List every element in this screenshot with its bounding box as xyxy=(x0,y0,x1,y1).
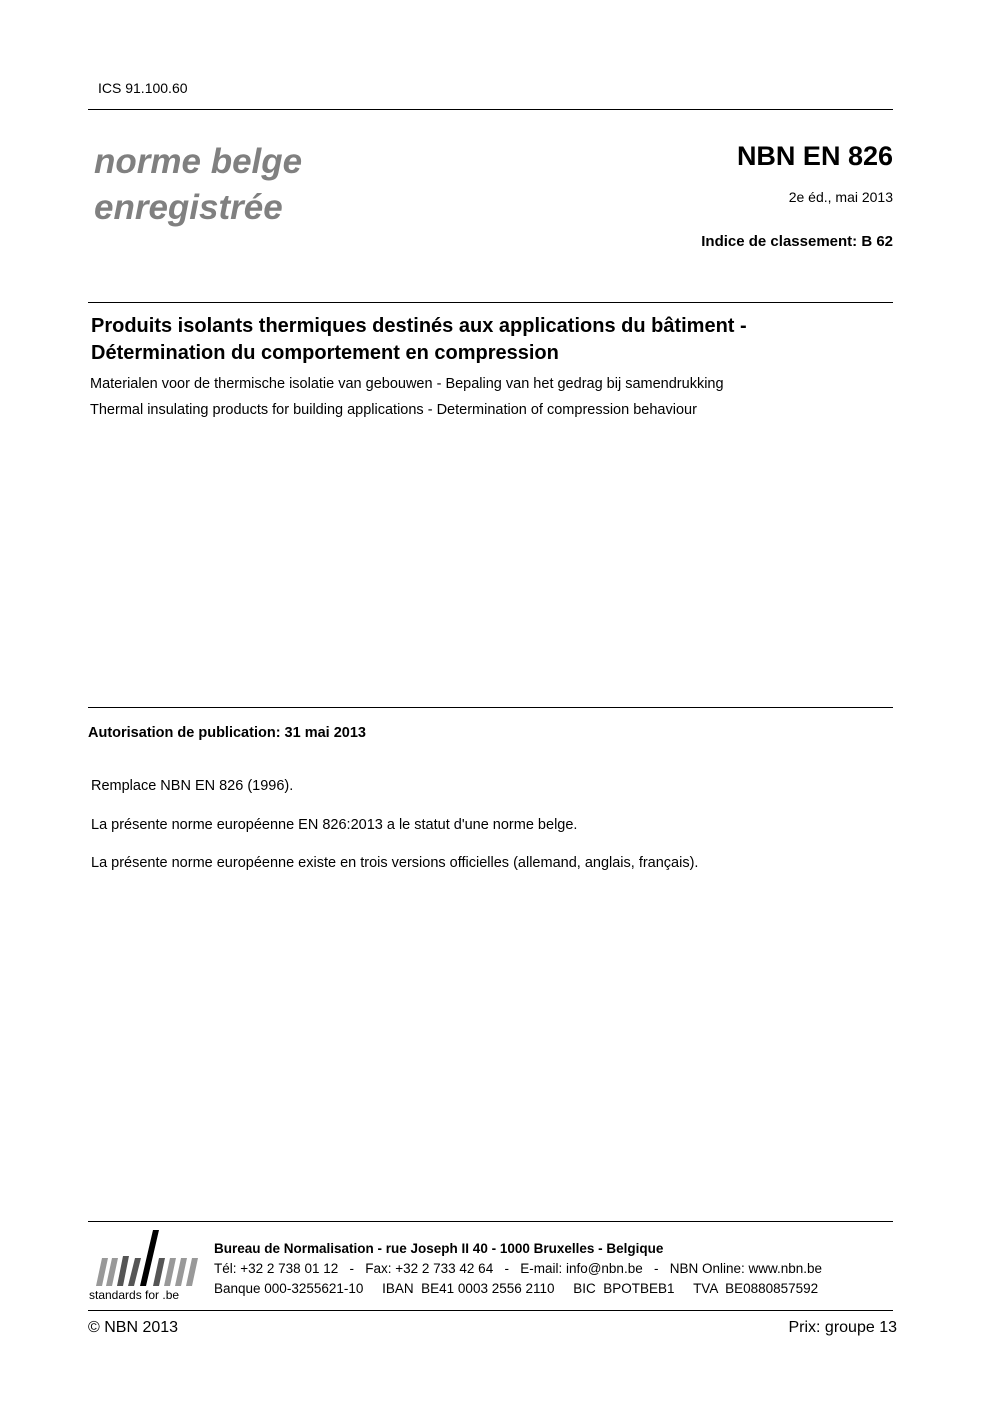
nbn-logo xyxy=(86,1228,201,1304)
footer-address: Bureau de Normalisation - rue Joseph II 40 - 1000 Bruxelles - Belgique xyxy=(214,1241,664,1256)
footer-bank: Banque 000-3255621-10 IBAN BE41 0003 2556 2110 BIC BPOTBEB1 TVA BE0880857592 xyxy=(214,1281,819,1296)
title-nl: Materialen voor de thermische isolatie van gebouwen - Bepaling van het gedrag bij samendrukking xyxy=(90,376,724,392)
norme-label-line2: enregistrée xyxy=(94,188,283,227)
standard-id: NBN EN 826 xyxy=(736,141,893,171)
nbn-logo-icon xyxy=(86,1228,201,1288)
divider xyxy=(88,707,893,708)
publication-authorisation: Autorisation de publication: 31 mai 2013 xyxy=(88,725,366,741)
logo-tagline: standards for .be xyxy=(89,1288,180,1302)
divider xyxy=(88,302,893,303)
divider xyxy=(88,109,893,110)
footer-contact: Tél: +32 2 738 01 12 - Fax: +32 2 733 42 64 - E-mail: info@nbn.be - NBN Online: www.nbn.be xyxy=(214,1261,823,1276)
paragraph-versions: La présente norme européenne existe en trois versions officielles (allemand, anglais, français). xyxy=(91,855,699,871)
classification-index: Indice de classement: B 62 xyxy=(701,233,893,250)
paragraph-status: La présente norme européenne EN 826:2013 a le statut d'une norme belge. xyxy=(91,817,578,833)
divider xyxy=(88,1310,893,1311)
price-group: Prix: groupe 13 xyxy=(788,1319,897,1336)
paragraph-replaces: Remplace NBN EN 826 (1996). xyxy=(91,778,294,794)
title-en: Thermal insulating products for building applications - Determination of compression behaviour xyxy=(90,402,697,418)
copyright: © NBN 2013 xyxy=(88,1319,179,1336)
divider xyxy=(88,1221,893,1222)
title-fr-line1: Produits isolants thermiques destinés aux applications du bâtiment - xyxy=(91,315,747,337)
norme-label-line1: norme belge xyxy=(94,142,303,181)
ics-code: ICS 91.100.60 xyxy=(98,80,188,96)
edition: 2e éd., mai 2013 xyxy=(788,189,893,205)
title-fr-line2: Détermination du comportement en compression xyxy=(91,342,559,364)
